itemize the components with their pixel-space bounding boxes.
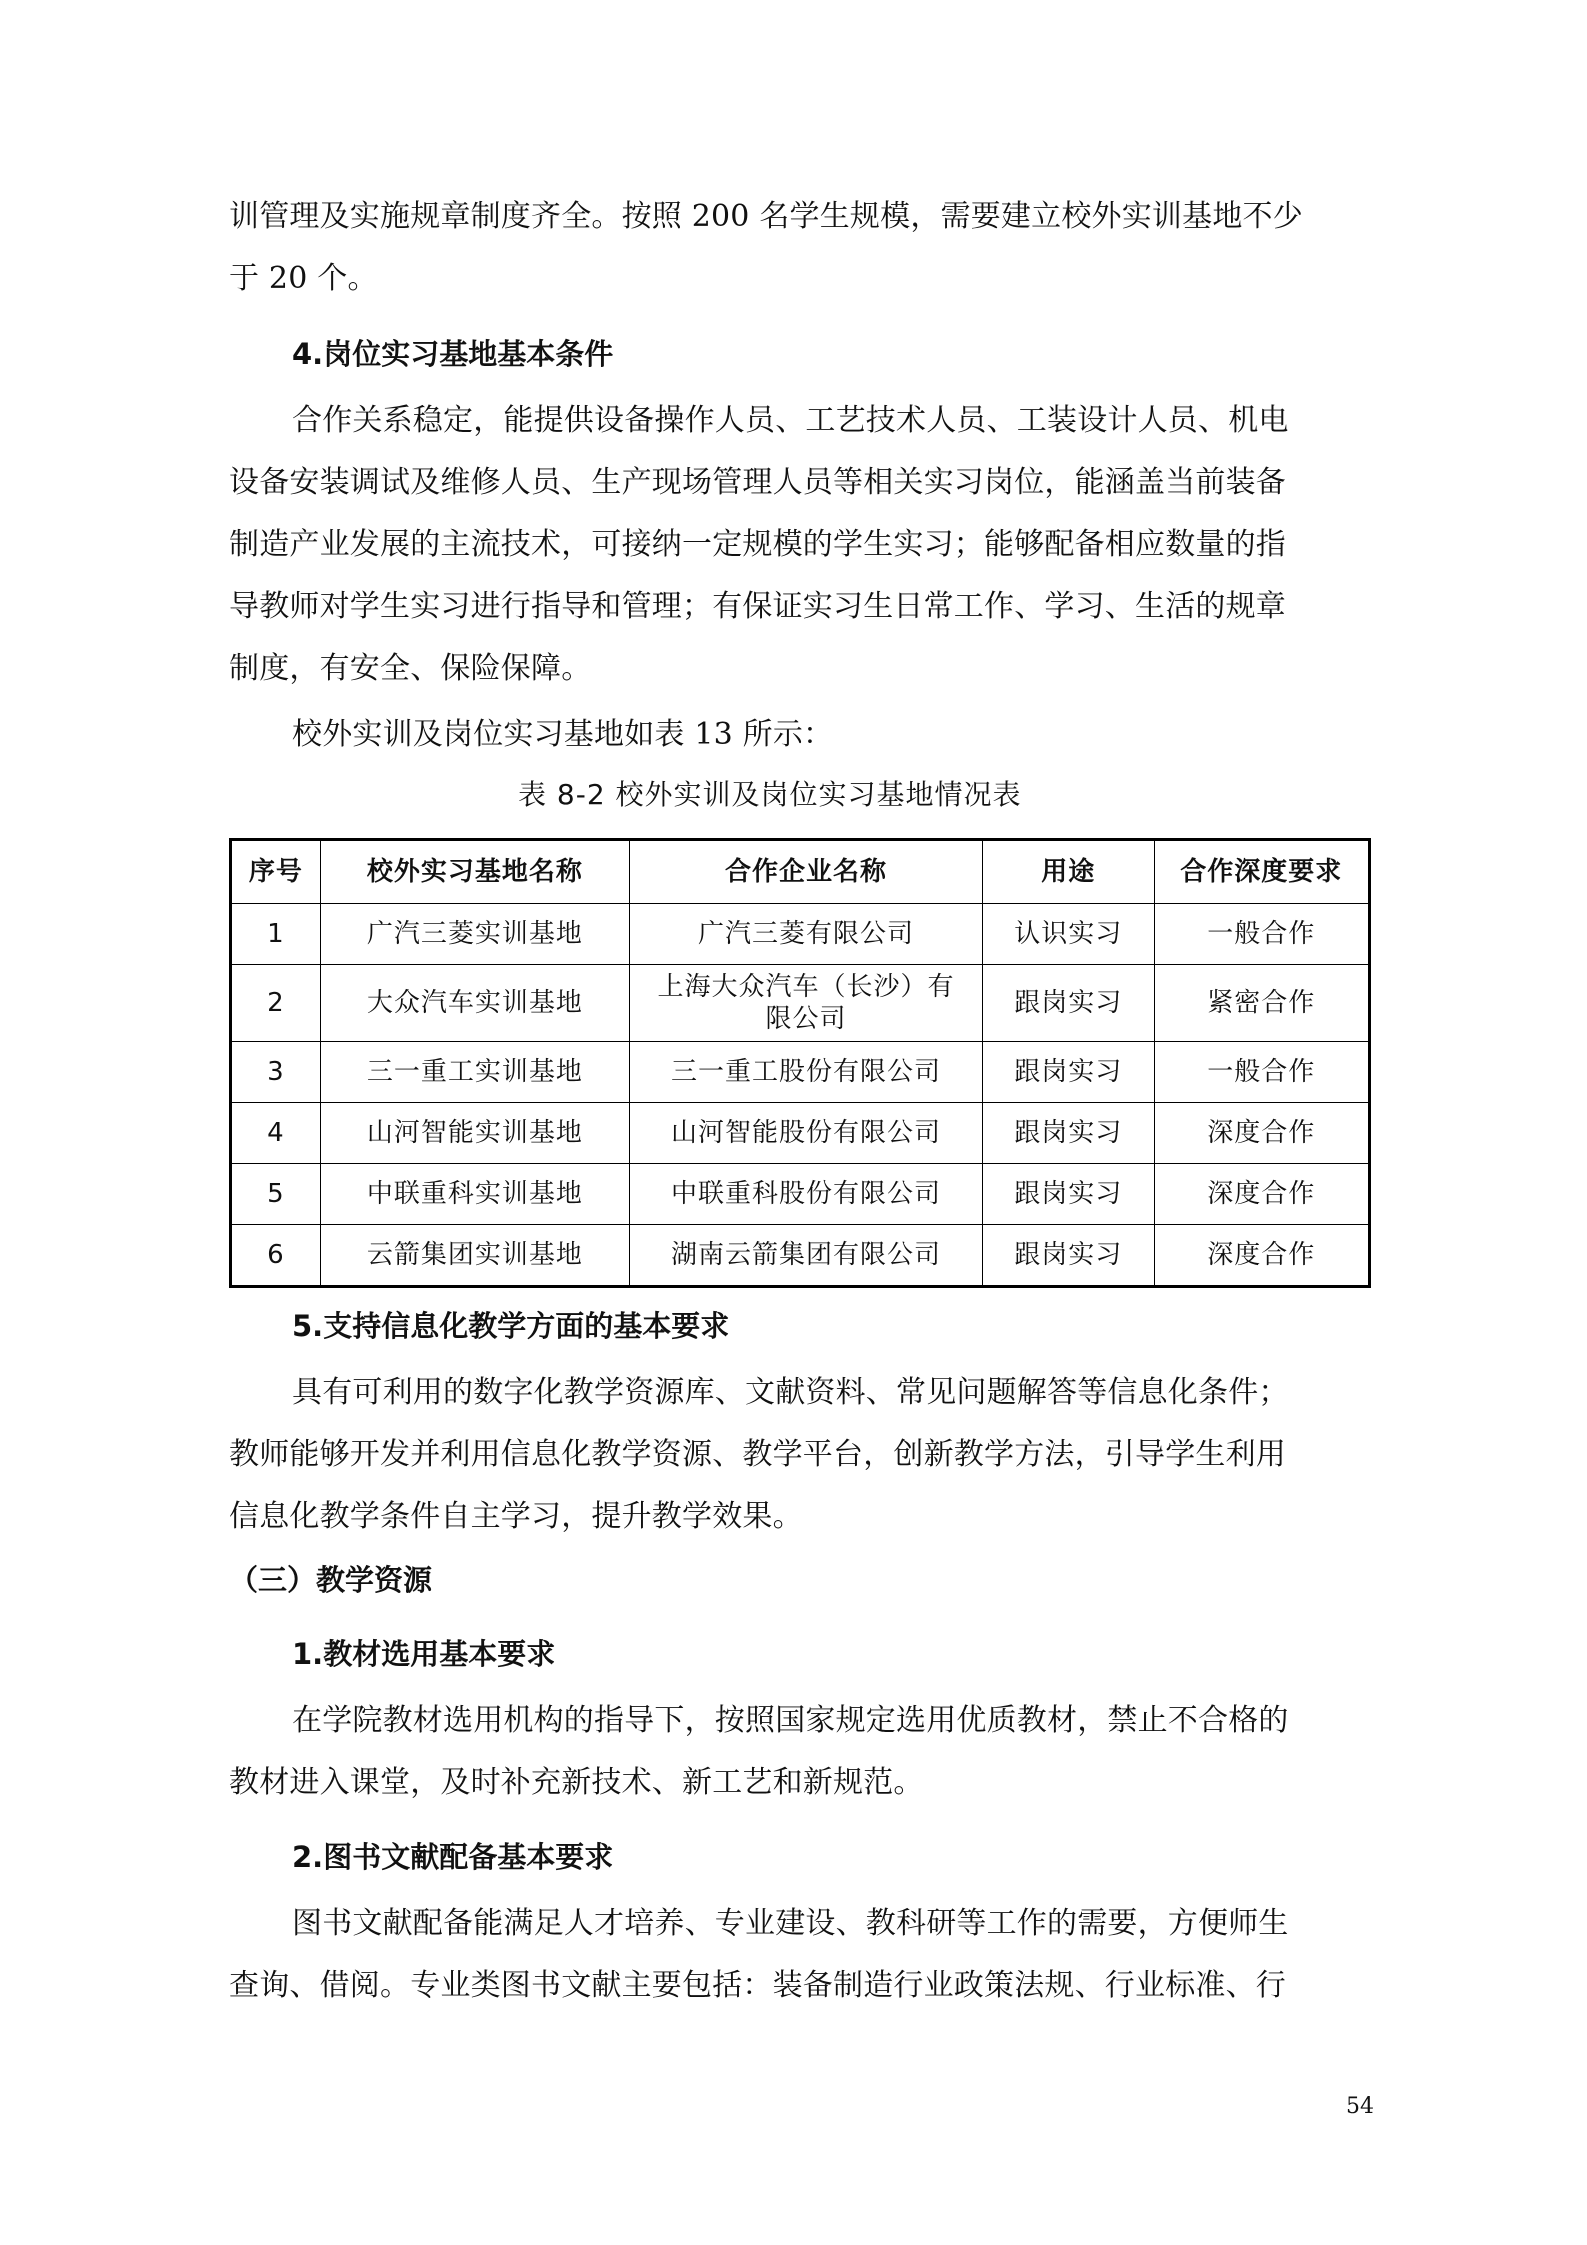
paragraph-line: 于 20 个。 (229, 261, 378, 296)
table-cell: 山河智能股份有限公司 (629, 1103, 982, 1164)
table-cell: 三一重工股份有限公司 (629, 1042, 982, 1103)
table-cell: 5 (231, 1164, 321, 1225)
table-cell: 跟岗实习 (983, 1225, 1155, 1287)
paragraph-line: 训管理及实施规章制度齐全。按照 200 名学生规模，需要建立校外实训基地不少 (229, 199, 1303, 234)
paragraph-line: 教师能够开发并利用信息化教学资源、教学平台，创新教学方法，引导学生利用 (229, 1437, 1286, 1472)
paragraph-line: 教材进入课堂，及时补充新技术、新工艺和新规范。 (229, 1765, 924, 1800)
table-row (231, 965, 1370, 1042)
section-heading-5: 5.支持信息化教学方面的基本要求 (292, 1309, 730, 1343)
table-cell: 深度合作 (1154, 1164, 1369, 1225)
paragraph-line: 具有可利用的数字化教学资源库、文献资料、常见问题解答等信息化条件； (292, 1375, 1289, 1410)
table-cell: 1 (231, 904, 321, 965)
training-base-table (229, 838, 1371, 1288)
column-header: 合作企业名称 (629, 840, 982, 904)
table-caption: 表 8-2 校外实训及岗位实习基地情况表 (518, 778, 1022, 811)
paragraph-line: 校外实训及岗位实习基地如表 13 所示： (292, 717, 834, 752)
column-header: 合作深度要求 (1154, 840, 1369, 904)
paragraph-line: 在学院教材选用机构的指导下，按照国家规定选用优质教材，禁止不合格的 (292, 1703, 1289, 1738)
table-cell: 4 (231, 1103, 321, 1164)
paragraph-line: 合作关系稳定，能提供设备操作人员、工艺技术人员、工装设计人员、机电 (292, 403, 1289, 438)
table-cell: 上海大众汽车（长沙）有限公司 (629, 965, 982, 1042)
paragraph-line: 图书文献配备能满足人才培养、专业建设、教科研等工作的需要，方便师生 (292, 1906, 1289, 1941)
table-cell: 湖南云箭集团有限公司 (629, 1225, 982, 1287)
paragraph-line: 查询、借阅。专业类图书文献主要包括：装备制造行业政策法规、行业标准、行 (229, 1968, 1286, 2003)
table-cell: 广汽三菱实训基地 (320, 904, 629, 965)
table-cell: 跟岗实习 (983, 1103, 1155, 1164)
page-number: 54 (1346, 2094, 1374, 2119)
subsection-heading-2: 2.图书文献配备基本要求 (292, 1840, 614, 1874)
table-cell: 跟岗实习 (983, 965, 1155, 1042)
table-cell: 跟岗实习 (983, 1164, 1155, 1225)
paragraph-line: 设备安装调试及维修人员、生产现场管理人员等相关实习岗位，能涵盖当前装备 (229, 465, 1286, 500)
table-cell: 云箭集团实训基地 (320, 1225, 629, 1287)
table-row (231, 1164, 1370, 1225)
table-cell: 6 (231, 1225, 321, 1287)
table-cell: 跟岗实习 (983, 1042, 1155, 1103)
table-cell: 一般合作 (1154, 1042, 1369, 1103)
table-header-row (231, 840, 1370, 904)
table-row (231, 1103, 1370, 1164)
table-cell: 大众汽车实训基地 (320, 965, 629, 1042)
section-heading-3: （三）教学资源 (229, 1563, 433, 1597)
table-cell: 中联重科股份有限公司 (629, 1164, 982, 1225)
subsection-heading-1: 1.教材选用基本要求 (292, 1637, 556, 1671)
table-cell: 紧密合作 (1154, 965, 1369, 1042)
table-cell: 3 (231, 1042, 321, 1103)
table-row (231, 1042, 1370, 1103)
table-cell: 深度合作 (1154, 1225, 1369, 1287)
table-cell: 中联重科实训基地 (320, 1164, 629, 1225)
column-header: 序号 (231, 840, 321, 904)
table-cell: 一般合作 (1154, 904, 1369, 965)
column-header: 校外实习基地名称 (320, 840, 629, 904)
table-cell: 三一重工实训基地 (320, 1042, 629, 1103)
table-cell: 广汽三菱有限公司 (629, 904, 982, 965)
column-header: 用途 (983, 840, 1155, 904)
table-cell: 2 (231, 965, 321, 1042)
table-row (231, 904, 1370, 965)
table-row (231, 1225, 1370, 1287)
table-cell: 认识实习 (983, 904, 1155, 965)
table-cell: 山河智能实训基地 (320, 1103, 629, 1164)
paragraph-line: 制造产业发展的主流技术，可接纳一定规模的学生实习；能够配备相应数量的指 (229, 527, 1286, 562)
paragraph-line: 导教师对学生实习进行指导和管理；有保证实习生日常工作、学习、生活的规章 (229, 589, 1286, 624)
paragraph-line: 制度，有安全、保险保障。 (229, 651, 592, 686)
table-cell: 深度合作 (1154, 1103, 1369, 1164)
section-heading-4: 4.岗位实习基地基本条件 (292, 337, 614, 371)
paragraph-line: 信息化教学条件自主学习，提升教学效果。 (229, 1499, 803, 1534)
